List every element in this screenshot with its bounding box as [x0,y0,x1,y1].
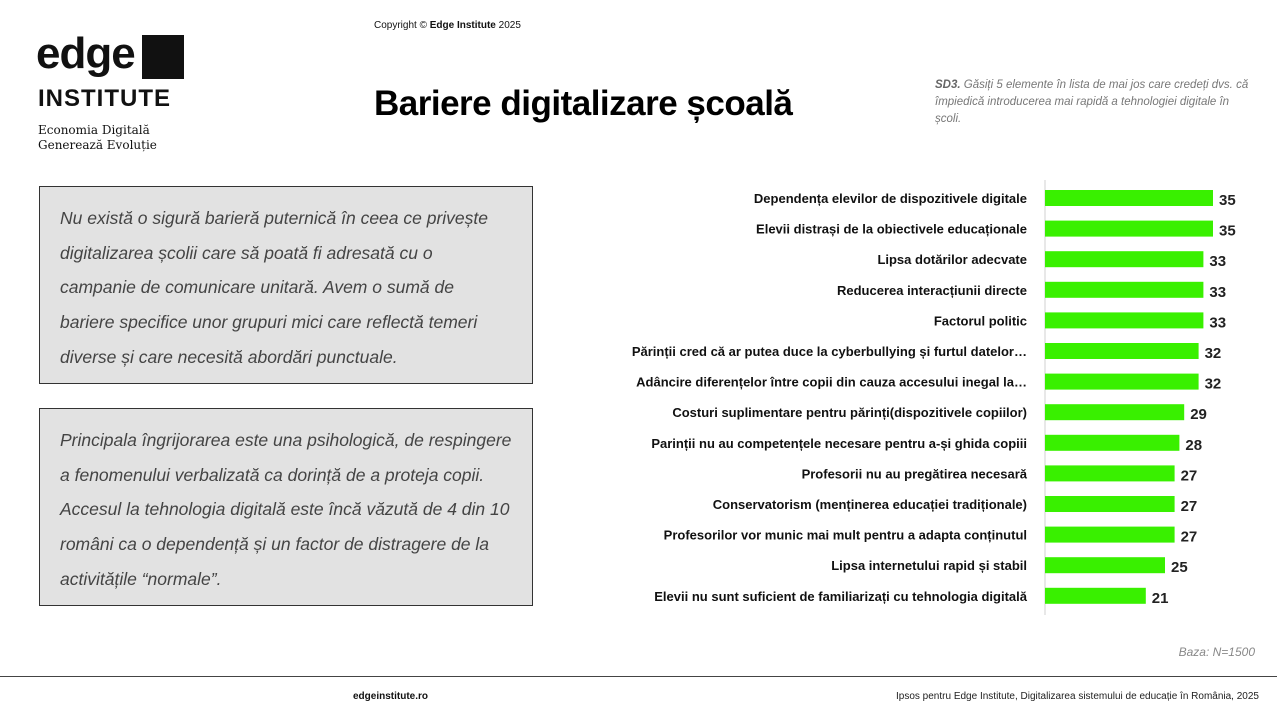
bar-6 [1045,374,1199,390]
copyright-notice [374,20,521,31]
copyright-org: Edge Institute [429,20,496,31]
page-title: Bariere digitalizare școală [374,84,793,123]
value-label-7: 29 [1190,406,1207,424]
category-label-7: Costuri suplimentare pentru părinți(dispozitivele copiilor) [672,405,1027,421]
category-label-4: Factorul politic [933,313,1027,329]
value-label-6: 32 [1204,375,1222,393]
bar-11 [1045,527,1175,543]
bar-12 [1045,557,1165,573]
logo-institute: INSTITUTE [38,85,171,112]
bar-7 [1045,404,1184,420]
category-label-6: Adâncire diferențelor între copii din cauza accesului inegal la… [636,374,1027,390]
barriers-bar-chart [600,180,1250,615]
tagline-line-2: Generează Evoluție [38,138,157,152]
sample-base-note: Baza: N=1500 [1178,645,1255,659]
category-label-13: Elevii nu sunt suficient de familiarizați cu tehnologia digitală [654,588,1027,604]
bar-2 [1045,251,1203,267]
value-label-8: 28 [1185,436,1203,454]
question-text: Găsiți 5 elemente în lista de mai jos care credeți dvs. că împiedică introducerea mai rapidă a tehnologiei digitale în școli. [935,79,1249,125]
category-label-11: Profesorilor vor munic mai mult pentru a adapta conținutul [663,527,1027,543]
value-label-0: 35 [1219,192,1236,209]
question-code: SD3. [935,79,961,91]
survey-question [935,77,1255,128]
category-label-9: Profesorii nu au pregătirea necesară [801,466,1027,482]
insight-box-2: Principala îngrijorarea este una psihologică, de respingere a fenomenului verbalizată ca dorință de a proteja copii. Accesul la tehnologia digitală este încă văzută de 4 din 10 români ca o dependență și un factor de distragere de la activitățile “normale”. [39,408,533,606]
value-label-13: 21 [1151,589,1169,607]
value-label-12: 25 [1171,559,1188,577]
category-label-5: Părinții cred că ar putea duce la cyberbullying și furtul datelor… [631,344,1027,359]
category-label-3: Reducerea interacțiunii directe [836,282,1027,298]
tagline [38,123,157,153]
category-label-0: Dependența elevilor de dispozitivele digitale [753,191,1027,206]
category-label-1: Elevii distrași de la obiectivele educaționale [756,221,1027,237]
bar-13 [1045,588,1146,604]
value-label-4: 33 [1209,314,1227,332]
footer-divider [0,676,1277,677]
value-label-1: 35 [1219,222,1236,240]
copyright-year: 2025 [498,20,521,31]
copyright-prefix: Copyright © [374,20,427,31]
bar-10 [1045,496,1175,512]
footer-source: Ipsos pentru Edge Institute, Digitalizarea sistemului de educație în România, 2025 [896,691,1259,702]
value-label-2: 33 [1209,253,1227,271]
value-label-3: 33 [1209,283,1227,301]
tagline-line-1: Economia Digitală [38,123,150,137]
bar-3 [1045,282,1203,298]
bar-1 [1045,221,1213,237]
category-label-12: Lipsa internetului rapid și stabil [831,558,1027,574]
logo-word: edge [36,29,135,78]
value-label-11: 27 [1180,528,1198,546]
category-label-2: Lipsa dotărilor adecvate [877,252,1027,268]
value-label-9: 27 [1180,467,1198,485]
bar-4 [1045,312,1203,328]
insight-box-1: Nu există o sigură barieră puternică în ceea ce privește digitalizarea școlii care să poată fi adresată cu o campanie de comunicare unitară. Avem o sumă de bariere specifice unor grupuri mici care reflectă temeri diverse și care necesită abordări punctuale. [39,186,533,384]
logo-block-shape [142,35,184,79]
footer-site: edgeinstitute.ro [353,691,429,702]
bar-9 [1045,465,1175,481]
bar-0 [1045,190,1213,206]
bar-5 [1045,343,1199,359]
value-label-5: 32 [1204,345,1222,362]
bar-8 [1045,435,1179,451]
category-label-10: Conservatorism (menținerea educației tradiționale) [712,497,1027,512]
value-label-10: 27 [1180,498,1198,515]
category-label-8: Parinții nu au competențele necesare pentru a-și ghida copiii [651,435,1027,451]
